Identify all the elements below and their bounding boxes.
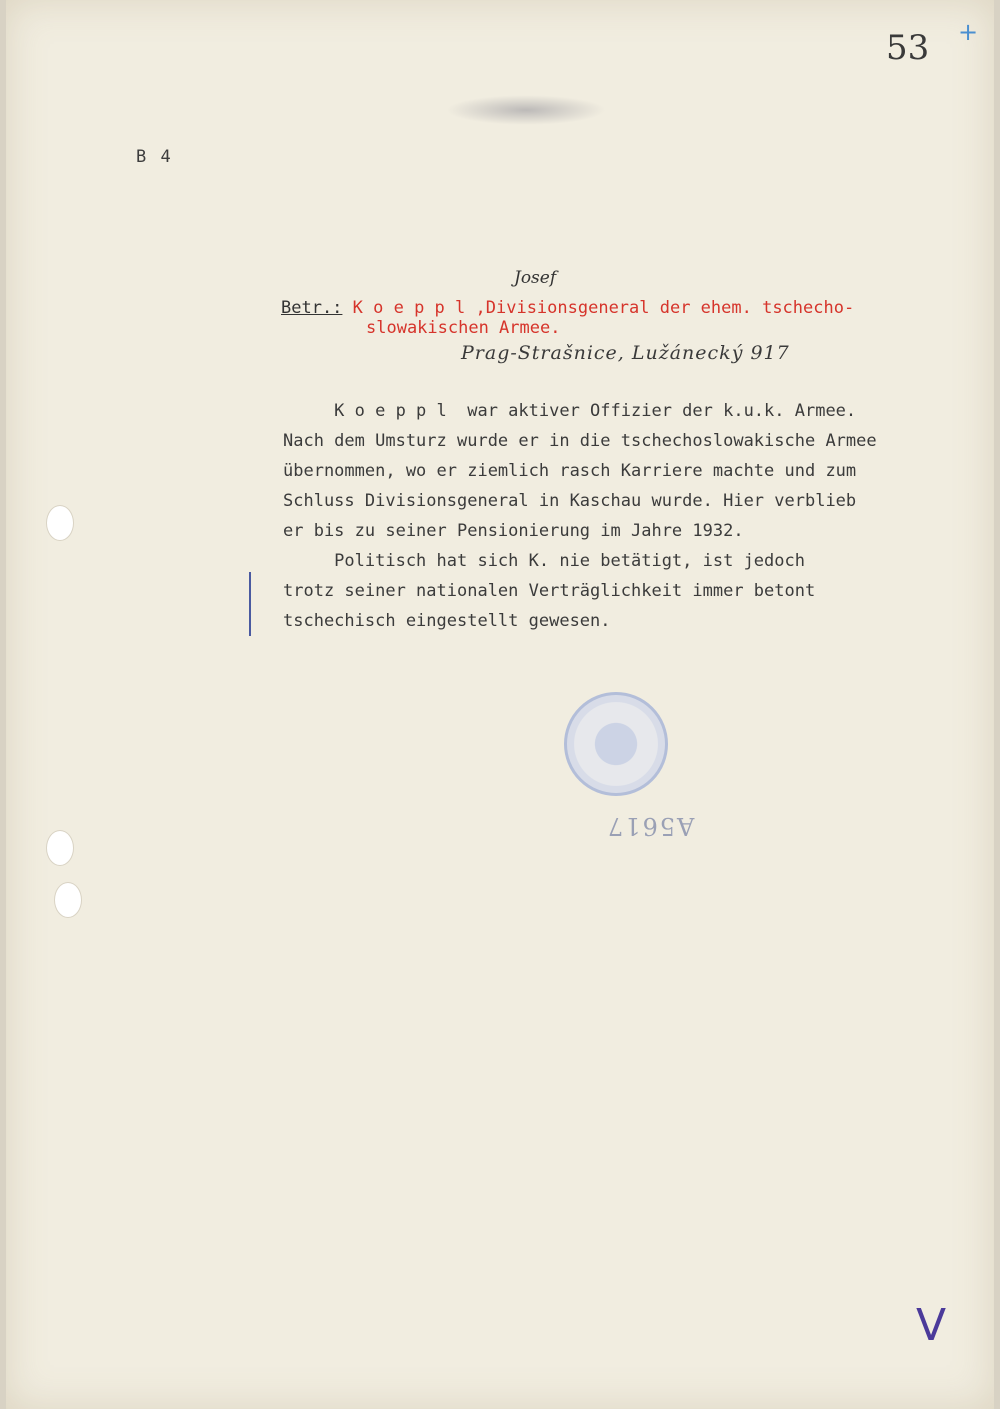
margin-mark-line [249,572,251,636]
page-number: 53 [886,28,930,68]
subject-block [281,298,981,338]
ink-smudge [446,95,606,125]
subject-name: K o e p p l [352,298,466,318]
punch-hole [54,882,82,918]
check-mark: V [916,1300,947,1351]
body-line: übernommen, wo er ziemlich rasch Karriere machte und zum [283,461,857,481]
body-line: K o e p p l war aktiver Offizier der k.u.k. Armee. [283,401,857,421]
handwritten-address-note: Prag-Strašnice, Lužánecký 917 [461,342,790,364]
archive-stamp [564,692,668,796]
body-line: er bis zu seiner Pensionierung im Jahre 1932. [283,521,744,541]
body-line: Politisch hat sich K. nie betätigt, ist jedoch [283,551,805,571]
body-line: Nach dem Umsturz wurde er in die tschechoslowakische Armee [283,431,877,451]
subject-line1-rest: Divisionsgeneral der ehem. tschecho- [485,298,855,318]
handwritten-first-name: Josef [514,268,557,288]
punch-hole [46,830,74,866]
subject-label: Betr.: [281,298,343,318]
document-page [6,0,994,1409]
punch-hole [46,505,74,541]
body-text [283,396,993,636]
subject-line2: slowakischen Armee. [366,318,561,338]
body-line: trotz seiner nationalen Verträglichkeit immer betont [283,581,816,601]
body-line: Schluss Divisionsgeneral in Kaschau wurde. Hier verblieb [283,491,857,511]
stamp-number: A5617 [606,812,695,840]
subject-comma: , [465,298,486,318]
body-line: tschechisch eingestellt gewesen. [283,611,611,631]
reference-code: B 4 [136,147,173,167]
plus-mark: + [958,18,979,46]
